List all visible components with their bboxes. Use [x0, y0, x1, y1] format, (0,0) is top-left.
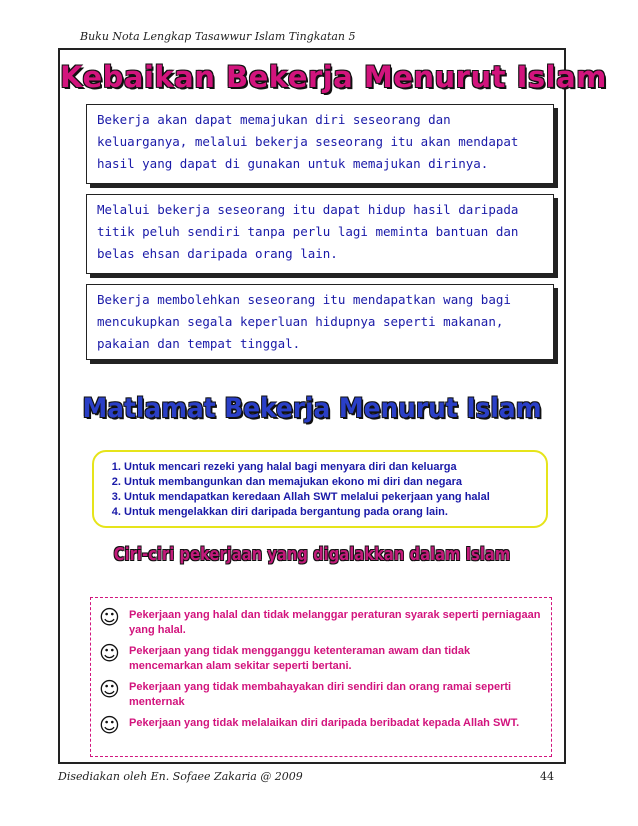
- ciri-item: [99, 713, 543, 737]
- benefit-box-3: Bekerja membolehkan seseorang itu mendapatkan wang bagi mencukupkan segala keperluan hidupnya seperti makanan, pakaian dan tempat tinggal.: [86, 284, 554, 360]
- goal-item: 3. Untuk mendapatkan keredaan Allah SWT melalui pekerjaan yang halal: [124, 490, 538, 505]
- ciri-item: [99, 677, 543, 710]
- smiley-icon: ☺: [99, 605, 120, 629]
- ciri-item: [99, 605, 543, 638]
- benefit-box-1: Bekerja akan dapat memajukan diri seseorang dan keluarganya, melalui bekerja seseorang itu akan mendapat hasil yang dapat di gunakan untuk memajukan dirinya.: [86, 104, 554, 184]
- goals-box: [92, 450, 548, 528]
- ciri-text: Pekerjaan yang tidak membahayakan diri sendiri dan orang ramai seperti menternak: [129, 681, 512, 708]
- goals-list: [108, 460, 538, 520]
- ciri-box: [90, 597, 552, 757]
- ciri-item: [99, 641, 543, 674]
- ciri-text: Pekerjaan yang halal dan tidak melanggar peraturan syarak seperti perniagaan yang halal.: [129, 609, 541, 636]
- ciri-text: Pekerjaan yang tidak melalaikan diri daripada beribadat kepada Allah SWT.: [129, 717, 520, 729]
- smiley-icon: ☺: [99, 713, 120, 737]
- benefit-box-2: Melalui bekerja seseorang itu dapat hidup hasil daripada titik peluh sendiri tanpa perlu lagi meminta bantuan dan belas ehsan daripada orang lain.: [86, 194, 554, 274]
- goal-item: 1. Untuk mencari rezeki yang halal bagi menyara diri dan keluarga: [124, 460, 538, 475]
- smiley-icon: ☺: [99, 677, 120, 701]
- goal-item: 2. Untuk membangunkan dan memajukan ekono mi diri dan negara: [124, 475, 538, 490]
- title-kebaikan: Kebaikan Bekerja Menurut Islam: [60, 60, 607, 94]
- running-header: Buku Nota Lengkap Tasawwur Islam Tingkatan 5: [80, 30, 356, 43]
- smiley-icon: ☺: [99, 641, 120, 665]
- title-ciri: Ciri-ciri pekerjaan yang digalakkan dalam Islam: [113, 544, 511, 565]
- title-matlamat: Matlamat Bekerja Menurut Islam: [82, 393, 542, 424]
- page-number: 44: [540, 770, 554, 783]
- ciri-text: Pekerjaan yang tidak mengganggu ketenteraman awam dan tidak mencemarkan alam sekitar seperti bertani.: [129, 645, 471, 672]
- goal-item: 4. Untuk mengelakkan diri daripada bergantung pada orang lain.: [124, 505, 538, 520]
- footer-credit: Disediakan oleh En. Sofaee Zakaria @ 2009: [58, 770, 303, 783]
